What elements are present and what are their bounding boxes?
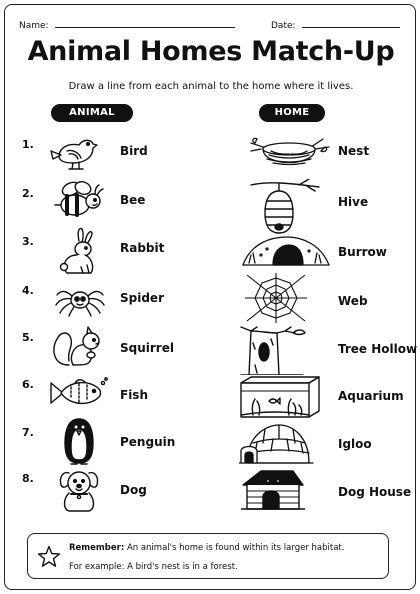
squirrel-icon <box>51 321 107 369</box>
animal-number: 1. <box>22 138 34 151</box>
star-icon <box>37 545 61 569</box>
tree-hollow-icon <box>237 325 309 375</box>
page-title: Animal Homes Match-Up <box>27 36 395 67</box>
web-icon <box>245 273 307 323</box>
penguin-icon <box>61 417 97 467</box>
animal-name-dog[interactable]: Dog <box>120 483 147 497</box>
animal-number: 4. <box>22 284 34 297</box>
name-line[interactable] <box>55 19 235 28</box>
date-field-group <box>271 19 400 31</box>
home-name-hive[interactable]: Hive <box>338 195 369 209</box>
bee-icon <box>53 179 105 221</box>
nest-icon <box>249 133 331 173</box>
rabbit-icon <box>57 227 101 277</box>
home-name-web[interactable]: Web <box>338 294 368 308</box>
aquarium-icon <box>239 375 321 421</box>
animal-number: 8. <box>22 472 34 485</box>
instructions: Draw a line from each animal to the home where it lives. <box>68 81 354 92</box>
dog-icon <box>57 465 103 513</box>
home-name-aquarium[interactable]: Aquarium <box>338 389 404 403</box>
animal-column-heading: ANIMAL <box>51 104 133 122</box>
name-label: Name: <box>19 21 49 31</box>
spider-icon <box>53 283 107 317</box>
animal-number: 3. <box>22 235 34 248</box>
home-name-nest[interactable]: Nest <box>338 144 370 158</box>
remember-line <box>69 543 344 553</box>
home-name-dog-house[interactable]: Dog House <box>338 485 412 499</box>
remember-text: An animal's home is found within its larger habitat. <box>126 543 345 553</box>
remember-box <box>27 533 389 579</box>
fish-icon <box>49 377 109 409</box>
date-label: Date: <box>271 21 296 31</box>
animal-name-bee[interactable]: Bee <box>120 193 146 207</box>
home-column-heading: HOME <box>259 104 325 122</box>
hive-icon <box>249 179 321 237</box>
remember-label: Remember: <box>69 543 125 553</box>
burrow-icon <box>241 233 331 269</box>
animal-name-squirrel[interactable]: Squirrel <box>120 341 174 355</box>
animal-name-fish[interactable]: Fish <box>120 388 148 402</box>
home-name-igloo[interactable]: Igloo <box>338 437 372 451</box>
example-text: For example: A bird's nest is in a forest. <box>69 562 238 572</box>
igloo-icon <box>239 421 315 467</box>
name-field-group <box>19 19 235 31</box>
worksheet-page <box>4 4 416 590</box>
animal-number: 5. <box>22 331 34 344</box>
animal-number: 2. <box>22 187 34 200</box>
animal-number: 7. <box>22 426 34 439</box>
animal-name-spider[interactable]: Spider <box>120 291 164 305</box>
animal-name-penguin[interactable]: Penguin <box>120 435 176 449</box>
dog-house-icon <box>241 467 305 513</box>
animal-name-bird[interactable]: Bird <box>120 144 148 158</box>
home-name-burrow[interactable]: Burrow <box>338 245 387 259</box>
home-name-tree-hollow[interactable]: Tree Hollow <box>338 342 418 356</box>
date-line[interactable] <box>302 19 400 28</box>
animal-number: 6. <box>22 378 34 391</box>
animal-name-rabbit[interactable]: Rabbit <box>120 241 165 255</box>
bird-icon <box>49 131 99 173</box>
